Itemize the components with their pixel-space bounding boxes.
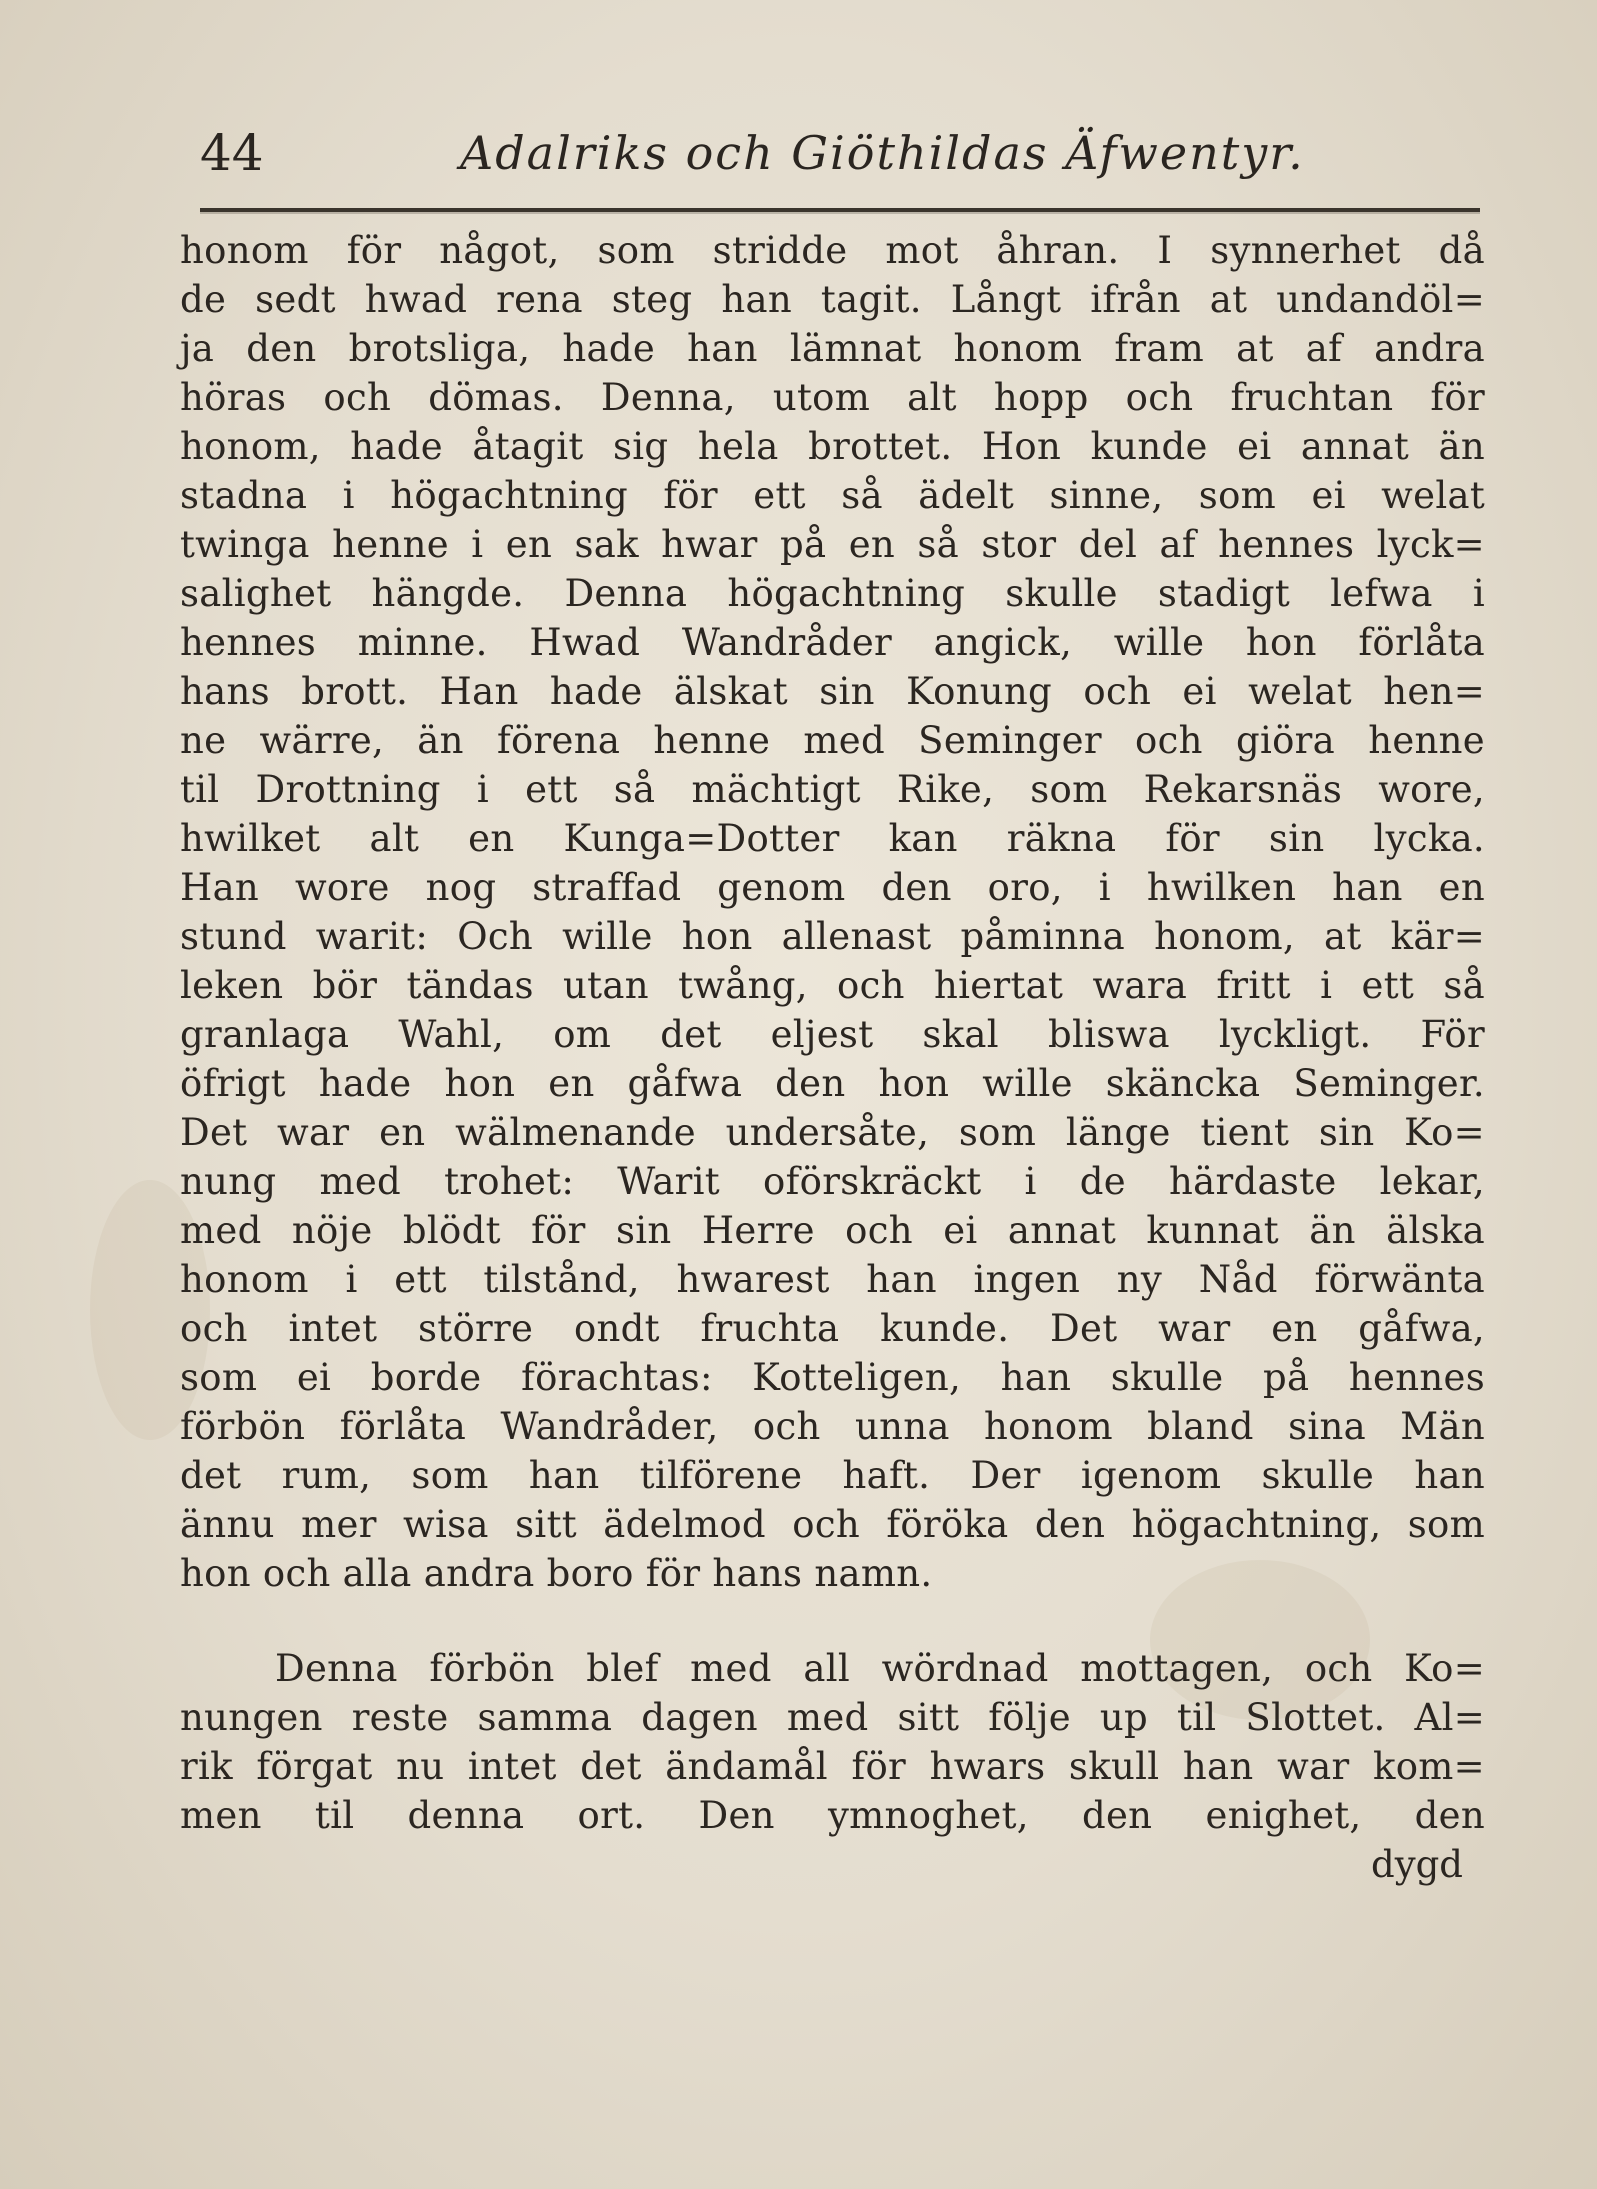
page-header [200,118,1490,188]
text-line: som ei borde förachtas: Kotteligen, han skulle på hennes [180,1356,1485,1399]
text-line: det rum, som han tilförene haft. Der igenom skulle han [180,1454,1485,1497]
text-line: twinga henne i en sak hwar på en så stor del af hennes lyck= [180,523,1485,566]
text-line: höras och dömas. Denna, utom alt hopp och fruchtan för [180,376,1485,419]
text-line: nungen reste samma dagen med sitt följe up til Slottet. Al= [180,1696,1485,1739]
catchword: dygd [1371,1843,1463,1886]
text-line: Denna förbön blef med all wördnad mottagen, och Ko= [275,1647,1485,1690]
text-line: de sedt hwad rena steg han tagit. Långt ifrån at undandöl= [180,278,1485,321]
text-line: ne wärre, än förena henne med Seminger och giöra henne [180,719,1485,762]
text-line: hans brott. Han hade älskat sin Konung och ei welat hen= [180,670,1485,713]
text-line: salighet hängde. Denna högachtning skulle stadigt lefwa i [180,572,1485,615]
text-line: Det war en wälmenande undersåte, som länge tient sin Ko= [180,1111,1485,1154]
text-line: öfrigt hade hon en gåfwa den hon wille skäncka Seminger. [180,1062,1485,1105]
text-line: ännu mer wisa sitt ädelmod och föröka den högachtning, som [180,1503,1485,1546]
text-line: nung med trohet: Warit oförskräckt i de härdaste lekar, [180,1160,1485,1203]
text-line: honom för något, som stridde mot åhran. I synnerhet då [180,229,1485,272]
text-line: med nöje blödt för sin Herre och ei annat kunnat än älska [180,1209,1485,1252]
text-line: leken bör tändas utan twång, och hiertat wara fritt i ett så [180,964,1485,1007]
text-line: stund warit: Och wille hon allenast påminna honom, at kär= [180,915,1485,958]
text-line: honom, hade åtagit sig hela brottet. Hon kunde ei annat än [180,425,1485,468]
paragraph-gap [180,1598,1485,1644]
text-line: rik förgat nu intet det ändamål för hwars skull han war kom= [180,1745,1485,1788]
text-line: men til denna ort. Den ymnoghet, den enighet, den [180,1794,1485,1837]
text-line: hennes minne. Hwad Wandråder angick, wille hon förlåta [180,621,1485,664]
paragraph [180,1644,1485,1840]
text-line: til Drottning i ett så mächtigt Rike, som Rekarsnäs wore, [180,768,1485,811]
text-line: stadna i högachtning för ett så ädelt sinne, som ei welat [180,474,1485,517]
text-line: ja den brotsliga, hade han lämnat honom fram at af andra [180,327,1485,370]
text-line: förbön förlåta Wandråder, och unna honom bland sina Män [180,1405,1485,1448]
text-line: och intet större ondt fruchta kunde. Det war en gåfwa, [180,1307,1485,1350]
text-line: granlaga Wahl, om det eljest skal bliswa lyckligt. För [180,1013,1485,1056]
header-rule [200,208,1480,212]
body-text [180,226,1485,1889]
text-line: hwilket alt en Kunga=Dotter kan räkna för sin lycka. [180,817,1485,860]
running-title: Adalriks och Giöthildas Äfwentyr. [460,126,1305,180]
text-line: honom i ett tilstånd, hwarest han ingen ny Nåd förwänta [180,1258,1485,1301]
paragraph [180,226,1485,1598]
page-number: 44 [200,124,264,182]
text-line: hon och alla andra boro för hans namn. [180,1552,933,1595]
text-line: Han wore nog straffad genom den oro, i hwilken han en [180,866,1485,909]
